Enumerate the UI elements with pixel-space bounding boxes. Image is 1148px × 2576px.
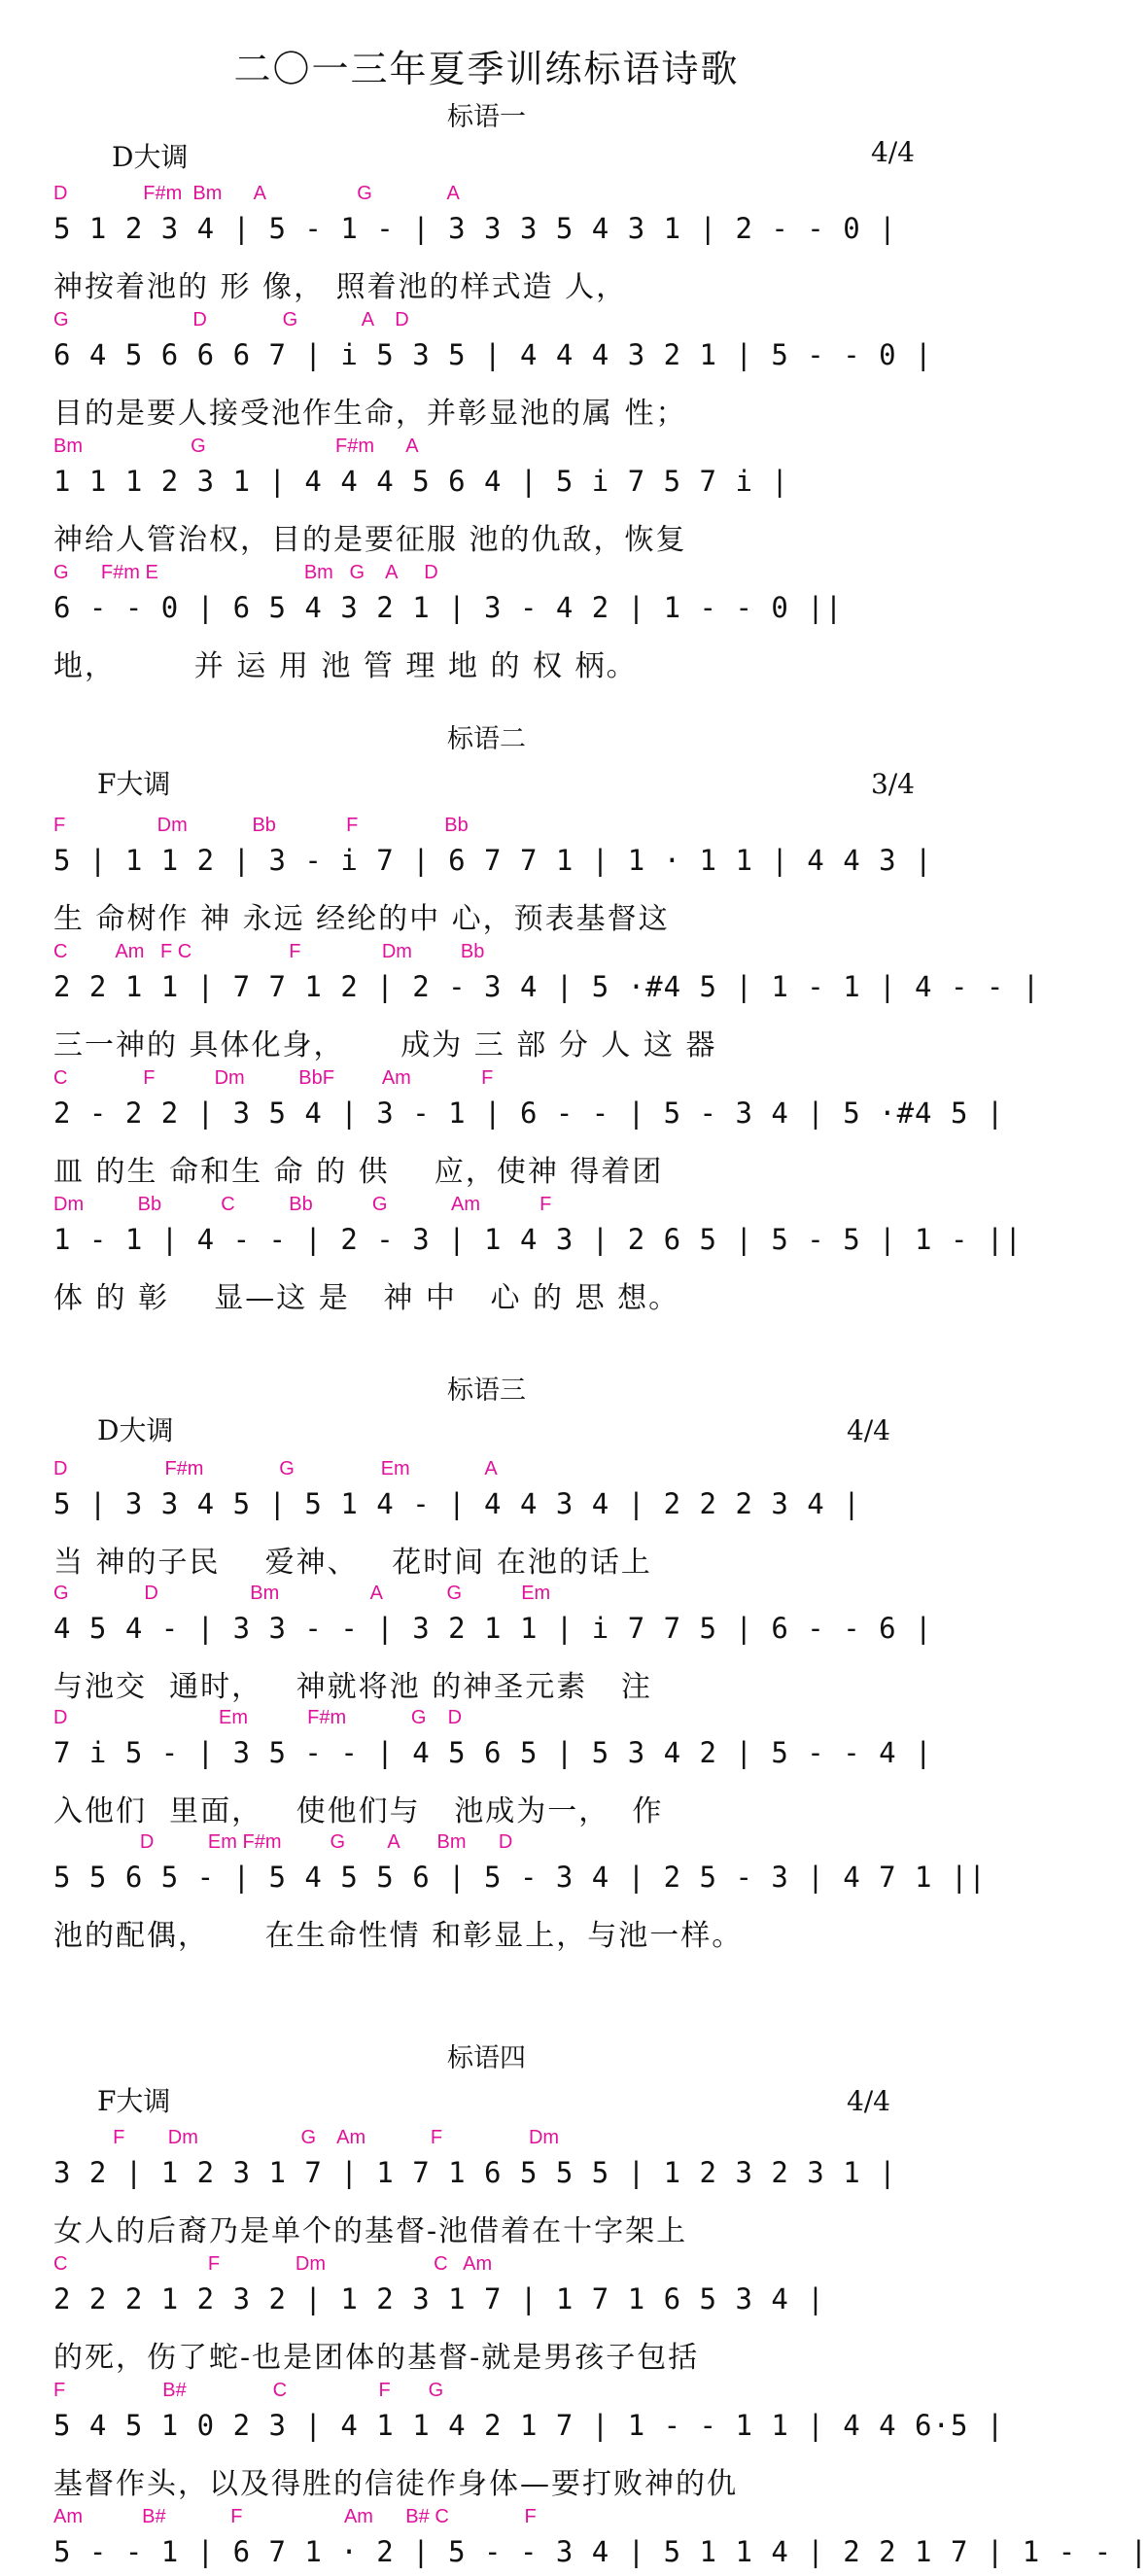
notation-row: 3 2 | 1 2 3 1 7 | 1 7 1 6 5 5 5 | 1 2 3 2 3 1 | [53,2156,897,2189]
lyrics-row: 皿 的生 命和生 命 的 供 应，使神 得着团 [53,1155,664,1189]
chord-row: Dm Bb C Bb G Am F [53,1194,552,1215]
lyrics-row: 生 命树作 神 永远 经纶的中 心，预表基督这 [53,902,670,936]
section-1-key: D大调 [112,141,189,173]
lyrics-row: 入他们 里面， 使他们与 池成为一， 作 [53,1794,664,1828]
chord-row: Am B# F Am B# C F [53,2506,537,2527]
section-3-line-2 [53,1583,933,1709]
section-2-line-2 [53,941,1041,1067]
chord-row: D Em F#m G A Bm D [53,1831,513,1853]
section-1-line-3 [53,435,928,562]
section-1-line-2 [53,309,933,435]
lyrics-row: 神给人管治权，目的是要征服 池的仇敌，恢复 [53,523,687,557]
section-1-meter: 4/4 [870,136,915,168]
notation-row: 5 | 1 1 2 | 3 - i 7 | 6 7 7 1 | 1 · 1 1 | 4 4 3 | [53,844,933,877]
section-1-line-1 [53,183,928,309]
page-title: 二〇一三年夏季训练标语诗歌 [233,48,740,90]
chord-row: F B# C F G [53,2380,444,2401]
notation-row: 5 1 2 3 4 | 5 - 1 - | 3 3 3 5 4 3 1 | 2 - - 0 | [53,212,897,245]
section-2-line-4 [53,1194,1023,1320]
section-2-key: F大调 [97,768,171,800]
chord-row: F Dm Bb F Bb [53,815,469,836]
section-4-line-3 [53,2380,1005,2506]
section-3-line-1 [53,1458,928,1584]
section-4-line-2 [53,2253,928,2380]
notation-row: 4 5 4 - | 3 3 - - | 3 2 1 1 | i 7 7 5 | 6 - - 6 | [53,1612,933,1645]
section-3-label: 标语三 [447,1375,526,1406]
notation-row: 5 4 5 1 0 2 3 | 4 1 1 4 2 1 7 | 1 - - 1 1 | 4 4 6·5 | [53,2409,1005,2442]
lyrics-row: 三一神的 具体化身， 成为 三 部 分 人 这 器 [53,1028,717,1062]
notation-row: 1 - 1 | 4 - - | 2 - 3 | 1 4 3 | 2 6 5 | 5 - 5 | 1 - || [53,1223,1023,1256]
section-1-label: 标语一 [447,102,526,132]
notation-row: 2 2 1 1 | 7 7 1 2 | 2 - 3 4 | 5 ·#4 5 | 1 - 1 | 4 - - | [53,970,1041,1003]
chord-row: Bm G F#m A [53,435,419,457]
chord-row: D Em F#m G D [53,1707,463,1728]
chord-row: F Dm G Am F Dm [53,2127,560,2148]
section-4-label: 标语四 [447,2043,526,2073]
chord-row: D F#m Bm A G A [53,183,460,204]
lyrics-row: 女人的后裔乃是单个的基督-池借着在十字架上 [53,2214,688,2248]
chord-row: C F Dm C Am [53,2253,493,2275]
chord-row: C Am F C F Dm Bb [53,941,485,962]
chord-row: C F Dm BbF Am F [53,1067,494,1089]
section-2-line-1 [53,815,933,941]
notation-row: 1 1 1 2 3 1 | 4 4 4 5 6 4 | 5 i 7 5 7 i | [53,465,789,498]
notation-row: 2 - 2 2 | 3 5 4 | 3 - 1 | 6 - - | 5 - 3 4 | 5 ·#4 5 | [53,1097,1005,1130]
section-3-key: D大调 [97,1414,174,1446]
chord-row: G D G A D [53,309,409,331]
chord-row: G D Bm A G Em [53,1583,551,1604]
section-4-meter: 4/4 [846,2085,890,2117]
section-4-line-1 [53,2127,928,2253]
lyrics-row: 神按着池的 形 像， 照着池的样式造 人， [53,270,628,304]
lyrics-row: 目的是要人接受池作生命，并彰显池的属 性； [53,397,687,431]
notation-row: 2 2 2 1 2 3 2 | 1 2 3 1 7 | 1 7 1 6 5 3 4 | [53,2282,825,2315]
lyrics-row: 基督作头，以及得胜的信徒作身体—要打败神的仇 [53,2467,738,2501]
notation-row: 5 5 6 5 - | 5 4 5 5 6 | 5 - 3 4 | 2 5 - 3 | 4 7 1 || [53,1861,987,1894]
notation-row: 5 - - 1 | 6 7 1 · 2 | 5 - - 3 4 | 5 1 1 4 | 2 2 1 7 | 1 - - | [53,2535,1148,2568]
lyrics-row: 池的配偶， 在生命性情 和彰显上，与池一样。 [53,1919,744,1953]
lyrics-row: 与池交 通时， 神就将池 的神圣元素 注 [53,1670,652,1704]
section-3-line-3 [53,1707,933,1833]
lyrics-row: 地， 并 运 用 池 管 理 地 的 权 柄。 [53,649,638,683]
lyrics-row: 当 神的子民 爱神、 花时间 在池的话上 [53,1546,652,1580]
lyrics-row: 的死，伤了蛇-也是团体的基督-就是男孩子包括 [53,2341,700,2375]
lyrics-row: 体 的 彰 显—这 是 神 中 心 的 思 想。 [53,1281,680,1315]
notation-row: 7 i 5 - | 3 5 - - | 4 5 6 5 | 5 3 4 2 | 5 - - 4 | [53,1736,933,1769]
section-4-key: F大调 [97,2085,171,2117]
section-3-meter: 4/4 [846,1414,890,1446]
notation-row: 5 | 3 3 4 5 | 5 1 4 - | 4 4 3 4 | 2 2 2 3 4 | [53,1487,861,1520]
section-2-line-3 [53,1067,1005,1194]
section-2-meter: 3/4 [870,768,915,800]
notation-row: 6 - - 0 | 6 5 4 3 2 1 | 3 - 4 2 | 1 - - 0 || [53,591,844,624]
chord-row: G F#m E Bm G A D [53,562,438,583]
notation-row: 6 4 5 6 6 6 7 | i 5 3 5 | 4 4 4 3 2 1 | 5 - - 0 | [53,338,933,371]
section-1-line-4 [53,562,928,688]
section-3-line-4 [53,1831,987,1958]
section-4-line-4 [53,2506,1148,2576]
chord-row: D F#m G Em A [53,1458,498,1479]
section-2-label: 标语二 [447,724,526,754]
